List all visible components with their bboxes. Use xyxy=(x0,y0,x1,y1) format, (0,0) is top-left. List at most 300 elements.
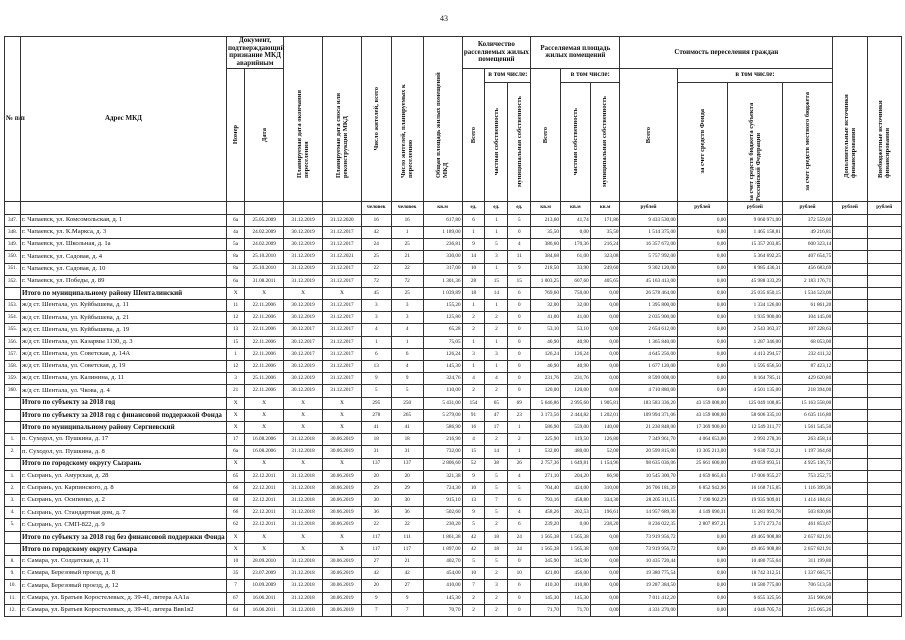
cell-cs: 1 334 126,00 xyxy=(727,300,782,312)
cell-cl: 61 861,20 xyxy=(782,300,832,312)
cell-dem: 30.06.2019 xyxy=(323,580,362,592)
cell-n: 12. xyxy=(5,604,21,616)
cell-cl: 429 620,80 xyxy=(782,373,832,385)
cell-c: 183 583 336,20 xyxy=(620,397,677,409)
cell-n: 349. xyxy=(5,239,21,251)
cell-addr: Итого по субъекту за 2018 год xyxy=(21,397,227,409)
cell-cout xyxy=(867,397,901,409)
cell-pt: 36 xyxy=(361,507,391,519)
cell-pp: 31 xyxy=(391,446,423,458)
cell-cl: 68 053,00 xyxy=(782,336,832,348)
cell-end: 30.12.2017 xyxy=(284,324,323,336)
cell-cad xyxy=(833,531,867,543)
cell-am: 0,00 xyxy=(590,373,620,385)
cell-rp: 65 xyxy=(485,397,508,409)
cell-am: 0,00 xyxy=(590,568,620,580)
table-row xyxy=(5,239,902,251)
cell-am: 238,20 xyxy=(590,519,620,531)
cell-dem: 30.06.2019 xyxy=(323,495,362,507)
cell-a: 40,90 xyxy=(531,336,561,348)
cell-rm: 6 xyxy=(508,495,531,507)
cell-r: 52 xyxy=(462,458,485,470)
cell-dem: 31.12.2017 xyxy=(323,373,362,385)
col-outside-label: Внебюджетные источники финансирования xyxy=(877,100,892,178)
cell-cf: 43 159 008,00 xyxy=(677,409,727,421)
cell-rp: 2 xyxy=(485,568,508,580)
cell-end: X xyxy=(284,409,323,421)
cell-area: 236,81 xyxy=(423,239,462,251)
cell-rp: 1 xyxy=(485,214,508,226)
cell-end: X xyxy=(284,458,323,470)
cell-end: 31.12.2018 xyxy=(284,507,323,519)
cell-cad xyxy=(833,568,867,580)
cell-cout xyxy=(867,580,901,592)
col-doc-number-label: Номер xyxy=(232,125,240,145)
cell-rp: 1 xyxy=(485,361,508,373)
cell-doc: X xyxy=(226,397,244,409)
cell-end: 31.12.2018 xyxy=(284,604,323,616)
col-document xyxy=(226,37,283,69)
cell-area: 230,20 xyxy=(423,519,462,531)
cell-doc: 21 xyxy=(226,385,244,397)
col-residents-planned-label: Число жителей, планируемых к переселению xyxy=(400,84,415,178)
cell-addr: г. Сызрань, ул. Амурская, д. 28 xyxy=(21,470,227,482)
cell-n: 354. xyxy=(5,312,21,324)
cell-rp: 15 xyxy=(485,275,508,287)
cell-cl: 1 414 184,61 xyxy=(782,495,832,507)
cell-cad xyxy=(833,275,867,287)
cell-c: 9 433 530,00 xyxy=(620,214,677,226)
cell-am: 0,00 xyxy=(590,604,620,616)
cell-cs: 8 985 436,31 xyxy=(727,263,782,275)
cell-end: 31.12.2019 xyxy=(284,214,323,226)
cell-ap: 231,76 xyxy=(560,373,590,385)
cell-end: X xyxy=(284,421,323,433)
cell-cf: 6 852 942,96 xyxy=(677,482,727,494)
cell-dem: 30.06.2019 xyxy=(323,604,362,616)
table-row xyxy=(5,348,902,360)
cell-a: 410,30 xyxy=(531,580,561,592)
cell-cl: 107 228,63 xyxy=(782,324,832,336)
cell-am: 0,00 xyxy=(590,592,620,604)
col-residents-total xyxy=(361,37,391,202)
cell-ap: 2 444,82 xyxy=(560,409,590,421)
cell-rp: 2 xyxy=(485,519,508,531)
col-additional xyxy=(833,37,867,202)
cell-cl: 1 116 399,36 xyxy=(782,482,832,494)
total-row xyxy=(5,458,902,470)
col-residents-total-label: Число жителей, всего xyxy=(372,87,380,151)
table-row xyxy=(5,361,902,373)
cell-addr: Итого по городскому округу Сызрань xyxy=(21,458,227,470)
col-area-group xyxy=(531,37,620,69)
cell-r: 4 xyxy=(462,434,485,446)
cell-am: 1 202,01 xyxy=(590,409,620,421)
cell-cout xyxy=(867,263,901,275)
cell-a: 41,00 xyxy=(531,312,561,324)
cell-area: 110,00 xyxy=(423,385,462,397)
cell-addr: ж/д ст. Шентала, ул. Советская, д. 19 xyxy=(21,361,227,373)
cell-cl: 372 559,00 xyxy=(782,214,832,226)
table-row xyxy=(5,446,902,458)
cell-area: 70,70 xyxy=(423,604,462,616)
cell-addr: г. Чапаевск, ул. Комсомольская, д. 1 xyxy=(21,214,227,226)
cell-area: 330,00 xyxy=(423,251,462,263)
cell-rm: 4 xyxy=(508,507,531,519)
cell-am: 0,00 xyxy=(590,385,620,397)
cell-cs: 11 283 993,78 xyxy=(727,507,782,519)
cell-area: 317,00 xyxy=(423,263,462,275)
col-rooms-private xyxy=(485,82,508,201)
cell-cs: 19 935 909,01 xyxy=(727,495,782,507)
cell-pt: 20 xyxy=(361,580,391,592)
cell-cs: 9 060 971,00 xyxy=(727,214,782,226)
cell-end: X xyxy=(284,531,323,543)
cell-am: 405,65 xyxy=(590,275,620,287)
table-row xyxy=(5,300,902,312)
cell-end: 31.12.2018 xyxy=(284,470,323,482)
cell-end: X xyxy=(284,397,323,409)
cell-cad xyxy=(833,300,867,312)
cell-pp: 1 xyxy=(391,336,423,348)
cell-cl: 311 199,80 xyxy=(782,556,832,568)
cell-r: 2 xyxy=(462,312,485,324)
cell-doc: 66 xyxy=(226,482,244,494)
cell-pp: 22 xyxy=(391,263,423,275)
cell-cout xyxy=(867,287,901,299)
cell-area: 586,90 xyxy=(423,421,462,433)
cell-addr: г. Самара, ул. Братьев Коростелевых, д. 39-41, литера Ввв1в2 xyxy=(21,604,227,616)
cell-cout xyxy=(867,495,901,507)
col-area-private-label: частная собственность xyxy=(571,108,579,176)
cell-rp: 14 xyxy=(485,446,508,458)
cell-a: 120,00 xyxy=(531,385,561,397)
cell-end: 31.12.2018 xyxy=(284,446,323,458)
cell-pt: 295 xyxy=(361,397,391,409)
unit-people: человек xyxy=(361,201,391,214)
cell-doc: 67 xyxy=(226,592,244,604)
cell-rp: 1 xyxy=(485,263,508,275)
cell-r: 91 xyxy=(462,409,485,421)
col-rooms-private-label: частная собственность xyxy=(492,108,500,176)
cell-r: 2 xyxy=(462,604,485,616)
cell-cout xyxy=(867,348,901,360)
cell-pp: 18 xyxy=(391,434,423,446)
cell-cad xyxy=(833,421,867,433)
cell-pt: 4 xyxy=(361,324,391,336)
cell-cad xyxy=(833,263,867,275)
cell-date: 22.11.2006 xyxy=(245,361,284,373)
cell-cf: 17 369 900,00 xyxy=(677,421,727,433)
cell-c: 14 957 689,30 xyxy=(620,507,677,519)
cell-cad xyxy=(833,592,867,604)
cell-cad xyxy=(833,348,867,360)
cell-date: X xyxy=(245,458,284,470)
cell-doc: 65 xyxy=(226,470,244,482)
cell-pp: 20 xyxy=(391,470,423,482)
cell-dem: 31.12.2020 xyxy=(323,214,362,226)
cell-rp: 1 xyxy=(485,226,508,238)
cell-am: 140,00 xyxy=(590,421,620,433)
cell-pt: 278 xyxy=(361,409,391,421)
cell-doc: 66 xyxy=(226,507,244,519)
cell-am: 0,00 xyxy=(590,336,620,348)
cell-addr: г. Самара, ул. Братьев Коростелевых, д. 39-41, литера АА1а xyxy=(21,592,227,604)
cell-cad xyxy=(833,458,867,470)
cell-date: 22.11.2006 xyxy=(245,312,284,324)
cell-cout xyxy=(867,214,901,226)
cell-c: 16 357 672,00 xyxy=(620,239,677,251)
cell-r: 1 xyxy=(462,361,485,373)
cell-area: 1 897,00 xyxy=(423,543,462,555)
cell-end: 30.12.2019 xyxy=(284,300,323,312)
cell-rm: 5 xyxy=(508,214,531,226)
cell-addr: г. Сызрань, ул. СМП-822, д. 9 xyxy=(21,519,227,531)
col-total-area-label: Общая площадь жилых помещений МКД xyxy=(435,72,450,178)
cell-date: 31.08.2011 xyxy=(245,275,284,287)
cell-cout xyxy=(867,312,901,324)
cell-end: 30.12.2019 xyxy=(284,226,323,238)
cell-cf: 0,00 xyxy=(677,251,727,263)
cell-c: 28 205 311,15 xyxy=(620,495,677,507)
cell-n: 10. xyxy=(5,580,21,592)
cell-addr: ж/д ст. Шентала, ул. Куйбышева, д. 19 xyxy=(21,324,227,336)
cell-n xyxy=(5,287,21,299)
cell-c: 5 757 992,00 xyxy=(620,251,677,263)
cell-ap: 170,36 xyxy=(560,239,590,251)
cell-pt: 30 xyxy=(361,495,391,507)
cell-doc: X xyxy=(226,458,244,470)
cell-cad xyxy=(833,434,867,446)
cell-rp: 2 xyxy=(485,434,508,446)
cell-r: 18 xyxy=(462,287,485,299)
cell-cout xyxy=(867,336,901,348)
cell-date: 16.06.2011 xyxy=(245,592,284,604)
cell-c: 1 365 840,00 xyxy=(620,336,677,348)
cell-rm: 24 xyxy=(508,531,531,543)
cell-date: 28.09.2010 xyxy=(245,556,284,568)
cell-date: 22.11.2006 xyxy=(245,324,284,336)
unit-empty-4 xyxy=(245,201,284,214)
cell-area: 1 301,36 xyxy=(423,275,462,287)
cell-date: 10.09.2009 xyxy=(245,580,284,592)
cell-cl: 351 906,00 xyxy=(782,592,832,604)
cell-c: 21 230 848,00 xyxy=(620,421,677,433)
cell-area: 1 039,89 xyxy=(423,287,462,299)
cell-a: 386,60 xyxy=(531,239,561,251)
col-rooms-total-label: Всего xyxy=(469,126,477,143)
cell-dem: 31.12.2017 xyxy=(323,275,362,287)
col-cost-total-label: Всего xyxy=(644,126,652,143)
cell-cad xyxy=(833,604,867,616)
cell-doc: 35 xyxy=(226,568,244,580)
cell-r: 9 xyxy=(462,470,485,482)
cell-cl: 1 534 523,00 xyxy=(782,287,832,299)
cell-date: X xyxy=(245,543,284,555)
cell-a: 3 173,56 xyxy=(531,409,561,421)
cell-c: 4 645 256,00 xyxy=(620,348,677,360)
table-row xyxy=(5,495,902,507)
cell-cad xyxy=(833,507,867,519)
cell-end: 31.12.2018 xyxy=(284,556,323,568)
cell-c: 10 545 300,70 xyxy=(620,470,677,482)
cell-c: 26 706 181,39 xyxy=(620,482,677,494)
cell-am: 196,61 xyxy=(590,507,620,519)
cell-rm: 0 xyxy=(508,385,531,397)
cell-dem: 30.06.2019 xyxy=(323,434,362,446)
table-row xyxy=(5,312,902,324)
cell-ap: 41,00 xyxy=(560,312,590,324)
cell-a: 53,10 xyxy=(531,324,561,336)
unit-empty-6 xyxy=(323,201,362,214)
cell-pp: 4 xyxy=(391,324,423,336)
cell-cad xyxy=(833,324,867,336)
table-row xyxy=(5,275,902,287)
cell-pp: 41 xyxy=(391,421,423,433)
cell-c: 20 599 815,00 xyxy=(620,446,677,458)
cell-addr: г. Сызрань, ул. Карпинского, д. 8 xyxy=(21,482,227,494)
table-body xyxy=(5,214,902,616)
cell-cout xyxy=(867,543,901,555)
cell-end: 30.12.2017 xyxy=(284,336,323,348)
cell-pp: 30 xyxy=(391,495,423,507)
cell-cs: 1 465 158,81 xyxy=(727,226,782,238)
cell-doc: X xyxy=(226,531,244,543)
cell-a: 213,60 xyxy=(531,214,561,226)
cell-ap: 410,80 xyxy=(560,580,590,592)
cell-r: 42 xyxy=(462,531,485,543)
cell-dem: 30.06.2019 xyxy=(323,507,362,519)
unit-empty-5 xyxy=(284,201,323,214)
cell-end: 31.12.2019 xyxy=(284,275,323,287)
cell-rm: 4 xyxy=(508,239,531,251)
cell-cs: 15 357 203,85 xyxy=(727,239,782,251)
cell-r: 2 xyxy=(462,324,485,336)
cell-cf: 43 159 008,00 xyxy=(677,397,727,409)
cell-rm: 0 xyxy=(508,324,531,336)
cell-doc: X xyxy=(226,421,244,433)
cell-area: 617,80 xyxy=(423,214,462,226)
cell-pp: 27 xyxy=(391,580,423,592)
cell-addr: ж/д ст. Шентала, ул. Калинина, д. 11 xyxy=(21,373,227,385)
cell-c: 4 710 880,00 xyxy=(620,385,677,397)
cell-dem: 30.06.2019 xyxy=(323,470,362,482)
cell-ap: 0,00 xyxy=(560,226,590,238)
col-cost-subject-label: за счет средств бюджета субъекта Российской Федерации xyxy=(747,102,762,201)
cell-pt: 1 xyxy=(361,336,391,348)
cell-pp: 1 xyxy=(391,226,423,238)
cell-date: 22.12.2011 xyxy=(245,482,284,494)
cell-ap: 53,10 xyxy=(560,324,590,336)
cell-cad xyxy=(833,214,867,226)
cell-cs: 1 287 346,00 xyxy=(727,336,782,348)
cell-pp: 72 xyxy=(391,275,423,287)
table-row xyxy=(5,556,902,568)
col-planned-demolition-label: Планируемая дата сноса или реконструкции МКД xyxy=(334,92,349,178)
cell-c: 8 236 022,35 xyxy=(620,519,677,531)
cell-ap: 120,00 xyxy=(560,385,590,397)
cell-n: 351. xyxy=(5,263,21,275)
cell-cs: 4 501 135,00 xyxy=(727,385,782,397)
cell-rm: 10 xyxy=(508,568,531,580)
cell-cad xyxy=(833,556,867,568)
cell-pp: 25 xyxy=(391,287,423,299)
cell-cad xyxy=(833,385,867,397)
cell-dem: X xyxy=(323,397,362,409)
table-row xyxy=(5,482,902,494)
unit-empty-3 xyxy=(226,201,244,214)
cell-cs: 16 168 715,85 xyxy=(727,482,782,494)
cell-cs: 5 364 692,25 xyxy=(727,251,782,263)
cell-am: 35,50 xyxy=(590,226,620,238)
cell-pt: 72 xyxy=(361,275,391,287)
cell-dem: 30.06.2019 xyxy=(323,446,362,458)
unit-rub: рублей xyxy=(620,201,677,214)
cell-end: 31.12.2019 xyxy=(284,251,323,263)
cell-cout xyxy=(867,226,901,238)
cell-cl: 1 197 364,60 xyxy=(782,446,832,458)
cell-rm: 6 xyxy=(508,580,531,592)
unit-empty-1 xyxy=(5,201,21,214)
cell-rm: 0 xyxy=(508,592,531,604)
cell-rp: 2 xyxy=(485,324,508,336)
cell-am: 0,00 xyxy=(590,312,620,324)
cell-am: 0,00 xyxy=(590,287,620,299)
cell-cad xyxy=(833,580,867,592)
cell-a: 225,90 xyxy=(531,434,561,446)
col-doc-date-label: Дата xyxy=(260,127,268,142)
cell-cf: 0,00 xyxy=(677,543,727,555)
cell-dem: X xyxy=(323,421,362,433)
cell-cf: 0,00 xyxy=(677,592,727,604)
cell-a: 384,68 xyxy=(531,251,561,263)
cell-r: 10 xyxy=(462,482,485,494)
cell-cout xyxy=(867,409,901,421)
cell-dem: 31.12.2017 xyxy=(323,239,362,251)
cell-am: 0,00 xyxy=(590,543,620,555)
cell-am: 171,86 xyxy=(590,214,620,226)
col-additional-label: Дополнительные источники финансирования xyxy=(842,94,857,178)
cell-addr: Итого по муниципальному району Шенталинский xyxy=(21,287,227,299)
cell-pt: 42 xyxy=(361,226,391,238)
cell-dem: 30.06.2019 xyxy=(323,592,362,604)
cell-pp: 137 xyxy=(391,458,423,470)
cell-date: X xyxy=(245,421,284,433)
cell-am: 66,90 xyxy=(590,470,620,482)
cell-area: 1 189,00 xyxy=(423,226,462,238)
col-planned-end xyxy=(284,37,323,202)
cell-n xyxy=(5,421,21,433)
cell-date: 25.10.2010 xyxy=(245,251,284,263)
cell-cf: 0,00 xyxy=(677,336,727,348)
cell-r: 2 xyxy=(462,385,485,397)
cell-c: 7 011 412,20 xyxy=(620,592,677,604)
cell-date: 22.11.2006 xyxy=(245,300,284,312)
cell-end: 31.12.2018 xyxy=(284,568,323,580)
cell-pt: 6 xyxy=(361,348,391,360)
unit-rub-6: рублей xyxy=(867,201,901,214)
col-total-area xyxy=(423,37,462,202)
cell-cl: 461 853,67 xyxy=(782,519,832,531)
unit-ed-2: ед. xyxy=(485,201,508,214)
cell-pt: 3 xyxy=(361,300,391,312)
cell-area: 410,00 xyxy=(423,580,462,592)
cell-am: 0,00 xyxy=(590,556,620,568)
cell-r: 1 xyxy=(462,300,485,312)
cell-a: 1 003,25 xyxy=(531,275,561,287)
cell-c: 1 677 120,00 xyxy=(620,361,677,373)
cell-dem: 30.06.2019 xyxy=(323,519,362,531)
